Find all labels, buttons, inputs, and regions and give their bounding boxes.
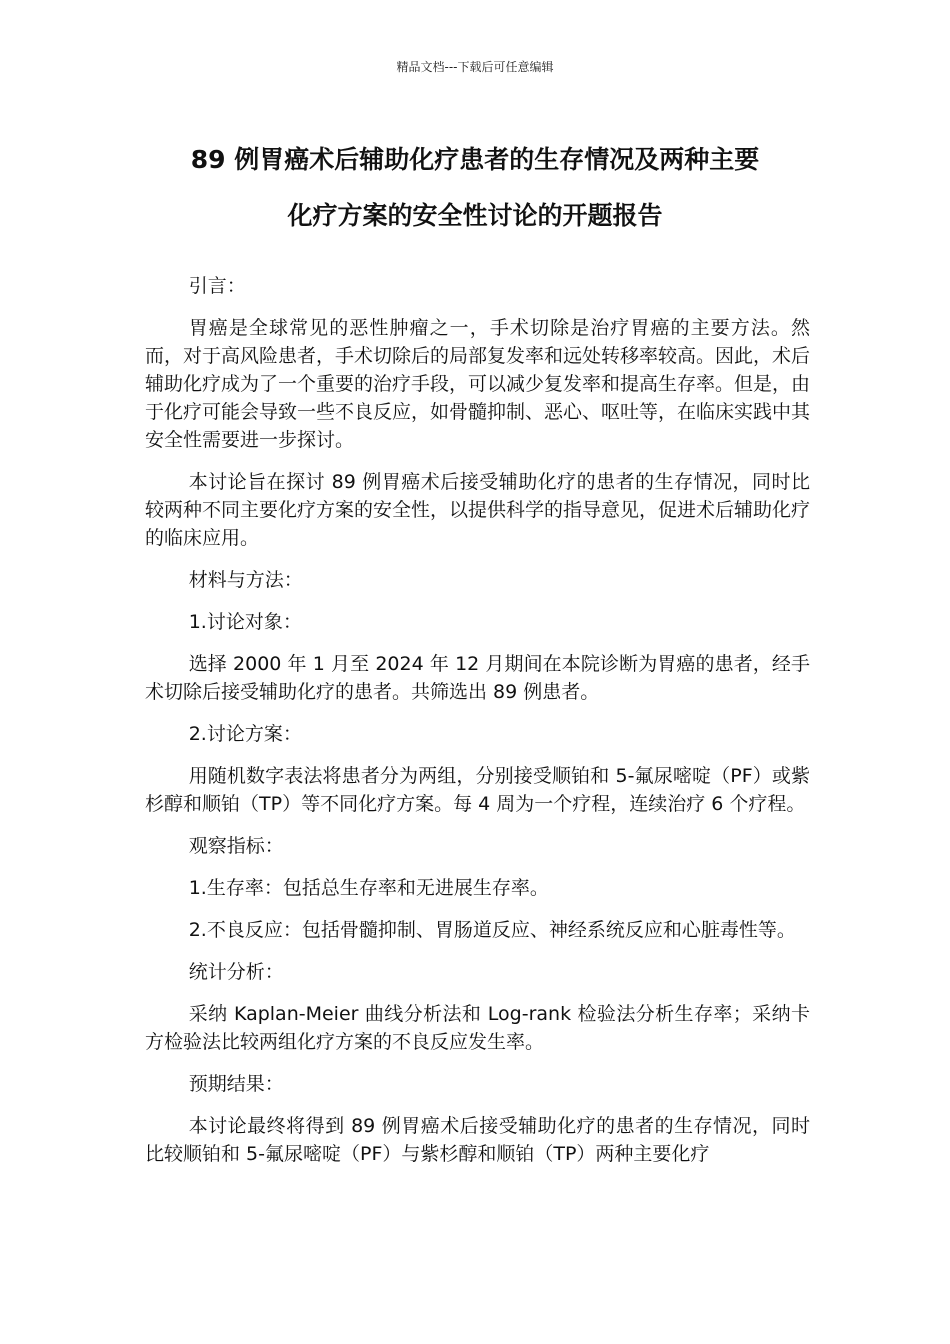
- section-label-intro: 引言：: [188, 275, 246, 297]
- paragraph-survival-rate: 1.生存率：包括总生存率和无进展生存率。: [188, 877, 549, 899]
- paragraph-intro: 胃癌是全球常见的恶性肿瘤之一，手术切除是治疗胃癌的主要方法。然而，对于高风险患者，手术切除后的局部复发率和远处转移率较高。因此，术后辅助化疗成为了一个重要的治疗手段，可以减少复发率和提高生存率。但是，由于化疗可能会导致一些不良反应，如骨髓抑制、恶心、呕吐等，在临床实践中其安全性需要进一步探讨。: [145, 317, 811, 451]
- paragraph-purpose: 本讨论旨在探讨 89 例胃癌术后接受辅助化疗的患者的生存情况，同时比较两种不同主要化疗方案的安全性，以提供科学的指导意见，促进术后辅助化疗的临床应用。: [145, 471, 811, 549]
- section-label-methods: 材料与方法：: [188, 569, 303, 591]
- paragraph-subjects: 选择 2000 年 1 月至 2024 年 12 月期间在本院诊断为胃癌的患者，经手术切除后接受辅助化疗的患者。共筛选出 89 例患者。: [145, 653, 810, 703]
- paragraph-plan: 用随机数字表法将患者分为两组，分别接受顺铂和 5-氟尿嘧啶（PF）或紫杉醇和顺铂（TP）等不同化疗方案。每 4 周为一个疗程，连续治疗 6 个疗程。: [145, 765, 810, 815]
- section-label-expected-results: 预期结果：: [188, 1073, 284, 1095]
- header-note: 精品文档---下载后可任意编辑: [396, 60, 554, 74]
- document-body: [145, 272, 810, 1182]
- document-title-line-2: 化疗方案的安全性讨论的开题报告: [287, 201, 663, 230]
- paragraph-statistics: 采纳 Kaplan-Meier 曲线分析法和 Log-rank 检验法分析生存率；采纳卡方检验法比较两组化疗方案的不良反应发生率。: [145, 1003, 810, 1053]
- document-title-line-1: 89 例胃癌术后辅助化疗患者的生存情况及两种主要: [190, 145, 760, 174]
- section-label-indicators: 观察指标：: [188, 835, 284, 857]
- section-label-statistics: 统计分析：: [188, 961, 284, 983]
- paragraph-adverse-reactions: 2.不良反应：包括骨髓抑制、胃肠道反应、神经系统反应和心脏毒性等。: [188, 919, 796, 941]
- paragraph-expected-results: 本讨论最终将得到 89 例胃癌术后接受辅助化疗的患者的生存情况，同时比较顺铂和 5-氟尿嘧啶（PF）与紫杉醇和顺铂（TP）两种主要化疗: [145, 1115, 810, 1165]
- subsection-label-subjects: 1.讨论对象：: [188, 611, 302, 633]
- subsection-label-plan: 2.讨论方案：: [188, 723, 302, 745]
